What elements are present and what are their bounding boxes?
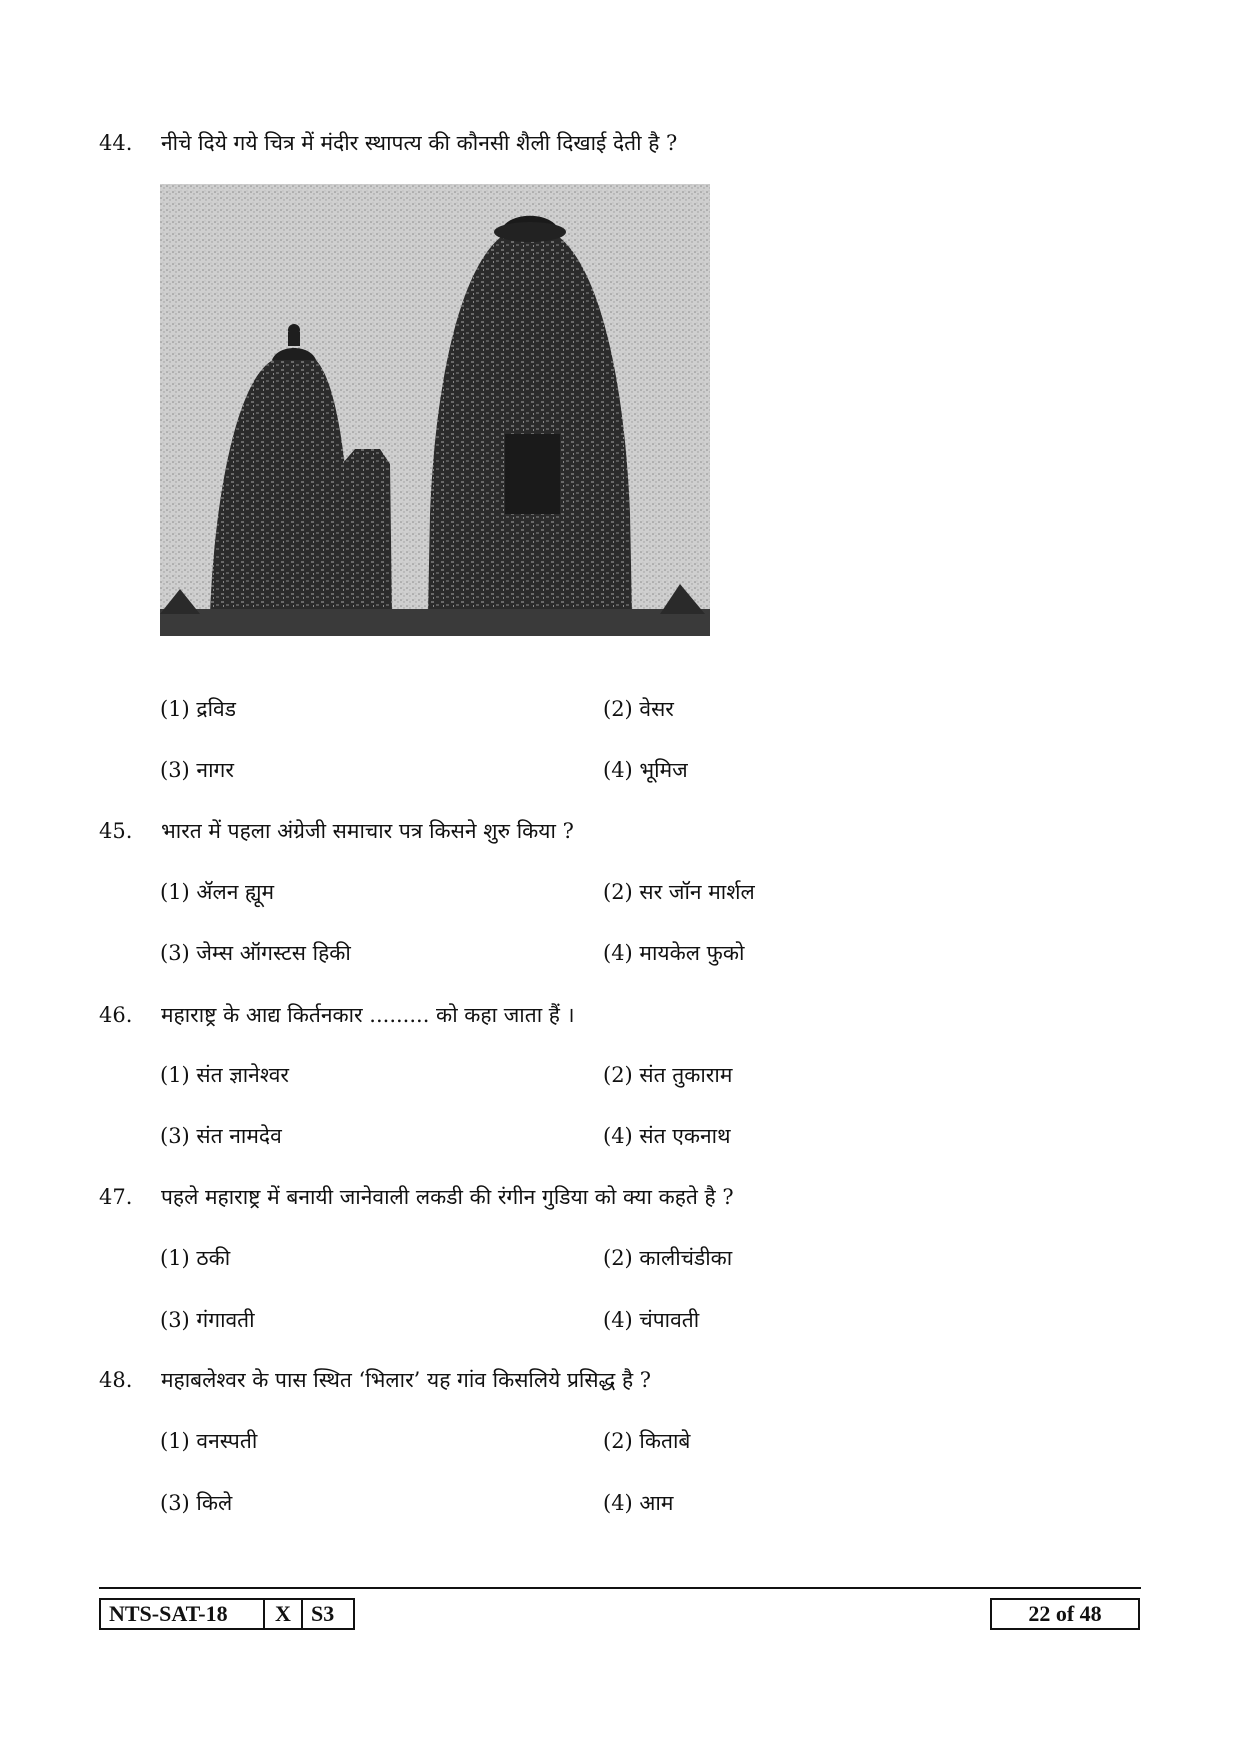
- temple-photo: [160, 184, 710, 636]
- footer-code-box: [99, 1598, 355, 1630]
- option-48-1: (1) वनस्पती: [160, 1429, 258, 1453]
- question-text: भारत में पहला अंग्रेजी समाचार पत्र किसने शुरु किया ?: [161, 819, 574, 843]
- question-text: नीचे दिये गये चित्र में मंदीर स्थापत्य की कौनसी शैली दिखाई देती है ?: [161, 131, 678, 155]
- question-47: [99, 1183, 734, 1211]
- option-45-4: (4) मायकेल फुको: [603, 941, 745, 965]
- option-44-3: (3) नागर: [160, 758, 234, 782]
- option-48-2: (2) किताबे: [603, 1429, 691, 1453]
- option-45-1: (1) ॲलन ह्यूम: [160, 880, 275, 904]
- footer-divider: [99, 1587, 1141, 1589]
- option-44-2: (2) वेसर: [603, 697, 674, 721]
- question-number: 47.: [99, 1185, 133, 1209]
- question-number: 45.: [99, 819, 133, 843]
- option-48-4: (4) आम: [603, 1491, 674, 1515]
- option-47-1: (1) ठकी: [160, 1246, 231, 1270]
- option-44-4: (4) भूमिज: [603, 758, 688, 782]
- question-text: पहले महाराष्ट्र में बनायी जानेवाली लकडी की रंगीन गुडिया को क्या कहते है ?: [161, 1185, 734, 1209]
- set-label: S3: [303, 1598, 355, 1630]
- option-48-3: (3) किले: [160, 1491, 233, 1515]
- option-45-3: (3) जेम्स ऑगस्टस हिकी: [160, 941, 351, 965]
- question-45: [99, 817, 574, 845]
- question-number: 48.: [99, 1368, 133, 1392]
- option-46-2: (2) संत तुकाराम: [603, 1063, 733, 1087]
- question-text: महाराष्ट्र के आद्य किर्तनकार ......... को कहा जाता हैं ।: [161, 1003, 575, 1027]
- question-48: [99, 1366, 651, 1394]
- question-number: 44.: [99, 131, 133, 155]
- question-number: 46.: [99, 1003, 133, 1027]
- option-44-1: (1) द्रविड: [160, 697, 236, 721]
- option-46-1: (1) संत ज्ञानेश्वर: [160, 1063, 290, 1087]
- class-label: X: [265, 1598, 303, 1630]
- option-45-2: (2) सर जॉन मार्शल: [603, 880, 755, 904]
- option-46-3: (3) संत नामदेव: [160, 1124, 282, 1148]
- option-47-2: (2) कालीचंडीका: [603, 1246, 733, 1270]
- question-46: [99, 1001, 575, 1029]
- option-47-3: (3) गंगावती: [160, 1308, 255, 1332]
- question-44: [99, 129, 677, 157]
- page-number: 22 of 48: [990, 1598, 1140, 1630]
- question-text: महाबलेश्वर के पास स्थित ‘भिलार’ यह गांव किसलिये प्रसिद्ध है ?: [161, 1368, 652, 1392]
- option-47-4: (4) चंपावती: [603, 1308, 700, 1332]
- option-46-4: (4) संत एकनाथ: [603, 1124, 731, 1148]
- exam-code: NTS-SAT-18: [99, 1598, 265, 1630]
